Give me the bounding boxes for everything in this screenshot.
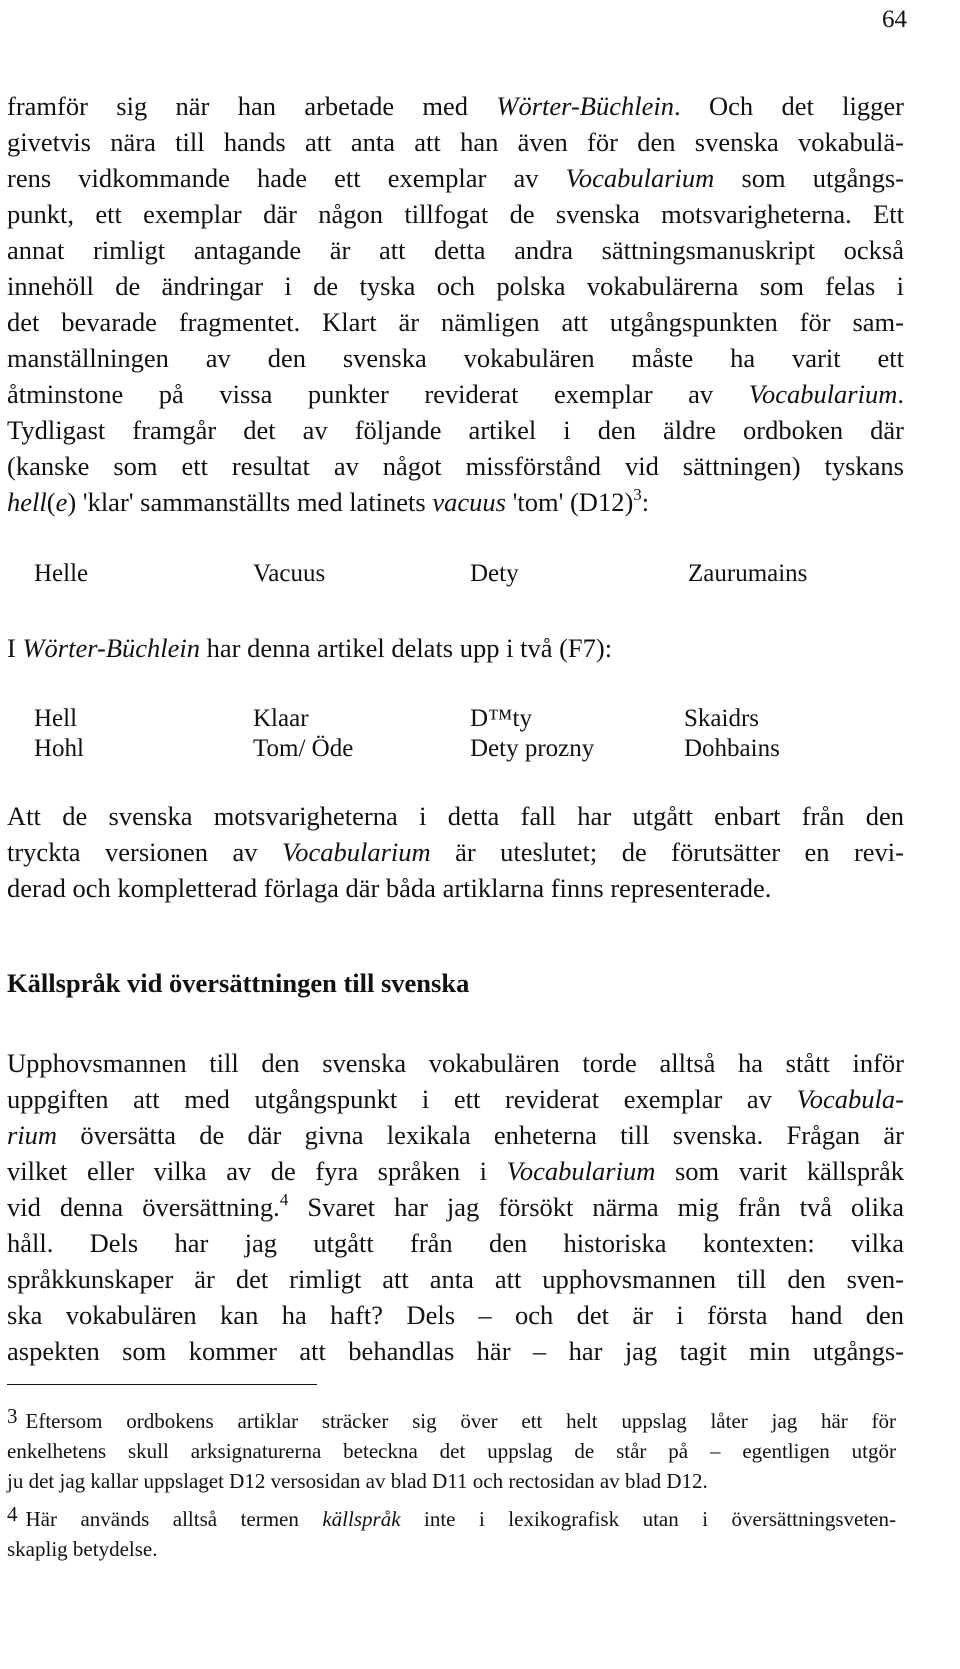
body-text-line: manställningen av den svenska vokabulären måste ha varit ett	[7, 343, 904, 373]
body-text-line: ska vokabulären kan ha haft? Dels – och det är i första hand den	[7, 1300, 904, 1330]
body-text-line: rens vidkommande hade ett exemplar av Vocabularium som utgångs-	[7, 163, 904, 193]
body-text-line: språkkunskaper är det rimligt att anta att upphovsmannen till den sven-	[7, 1264, 904, 1294]
entry-cell: Dety prozny	[470, 735, 595, 762]
footnote-line: ju det jag kallar uppslaget D12 versosidan av blad D11 och rectosidan av blad D12.	[7, 1469, 708, 1493]
body-text-line: punkt, ett exemplar där någon tillfogat de svenska motsvarigheterna. Ett	[7, 199, 904, 229]
body-text-line: I Wörter-Büchlein har denna artikel delats upp i två (F7):	[7, 633, 613, 663]
entry-cell: D™ty	[470, 705, 532, 732]
section-heading: Källspråk vid översättningen till svenska	[7, 968, 470, 998]
footnote-mark: 4	[7, 1502, 18, 1526]
body-text-line: hell(e) 'klar' sammanställts med latinets vacuus 'tom' $(D12)^3$:	[7, 485, 650, 517]
body-text-line: innehöll de ändringar i de tyska och polska vokabulärerna som felas i	[7, 271, 904, 301]
footnote-line: skaplig betydelse.	[7, 1537, 158, 1561]
body-text-line: tryckta versionen av Vocabularium är uteslutet; de förutsätter en revi-	[7, 837, 904, 867]
body-text-line: vid denna översättning.$^4$ Svaret har jag försökt närma mig från två olika	[7, 1190, 904, 1222]
entry-cell: Hell	[34, 705, 78, 732]
body-text-line: vilket eller vilka av de fyra språken i Vocabularium som varit källspråk	[7, 1156, 905, 1186]
body-text-line: uppgiften att med utgångspunkt i ett reviderat exemplar av Vocabula-	[7, 1084, 904, 1114]
footnote-ref-3: 3	[633, 485, 642, 504]
body-text-line: Upphovsmannen till den svenska vokabulären torde alltså ha stått inför	[7, 1048, 904, 1078]
entry-cell: Tom/ Öde	[253, 735, 354, 762]
entry-cell: Dohbains	[684, 735, 780, 762]
body-text-line: givetvis nära till hands att anta att han även för den svenska vokabulä-	[7, 127, 904, 157]
footnote-ref-4: 4	[279, 1190, 289, 1209]
entry-polish: Dety	[470, 560, 519, 587]
body-text-line: framför sig när han arbetade med Wörter-Büchlein. Och det ligger	[7, 91, 904, 121]
body-text-line: derad och kompletterad förlaga där båda artiklarna finns representerade.	[7, 873, 772, 903]
page-number: 64	[882, 6, 907, 33]
footnote-mark: 3	[7, 1404, 18, 1428]
footnote-line: enkelhetens skull arksignaturerna beteckna det uppslag de står på – egentligen utgör	[7, 1439, 896, 1463]
body-text-line: (kanske som ett resultat av något missförstånd vid sättningen) tyskans	[7, 451, 904, 481]
footnote-4: 4 Här används alltså termen källspråk inte i lexikografisk utan i översättningsveten-	[7, 1502, 896, 1531]
body-text-line: åtminstone på vissa punkter reviderat exemplar av Vocabularium.	[7, 379, 904, 409]
entry-latin: Vacuus	[253, 560, 326, 587]
body-text-line: håll. Dels har jag utgått från den historiska kontexten: vilka	[7, 1228, 904, 1258]
body-text-line: det bevarade fragmentet. Klart är nämligen att utgångspunkten för sam-	[7, 307, 904, 337]
footnote-3: 3 Eftersom ordbokens artiklar sträcker sig över ett helt uppslag låter jag här för	[7, 1404, 896, 1433]
body-text-line: rium översätta de där givna lexikala enheterna till svenska. Frågan är	[7, 1120, 904, 1150]
entry-latvian: Zaurumains	[688, 560, 808, 587]
entry-cell: Skaidrs	[684, 705, 759, 732]
entry-german: Helle	[34, 560, 89, 587]
body-text-line: Tydligast framgår det av följande artikel i den äldre ordboken där	[7, 415, 904, 445]
body-text-line: Att de svenska motsvarigheterna i detta fall har utgått enbart från den	[7, 801, 904, 831]
entry-cell: Klaar	[253, 705, 309, 732]
entry-cell: Hohl	[34, 735, 84, 762]
body-text-line: aspekten som kommer att behandlas här – har jag tagit min utgångs-	[7, 1336, 904, 1366]
body-text-line: annat rimligt antagande är att detta andra sättningsmanuskript också	[7, 235, 904, 265]
footnote-divider	[7, 1384, 317, 1385]
